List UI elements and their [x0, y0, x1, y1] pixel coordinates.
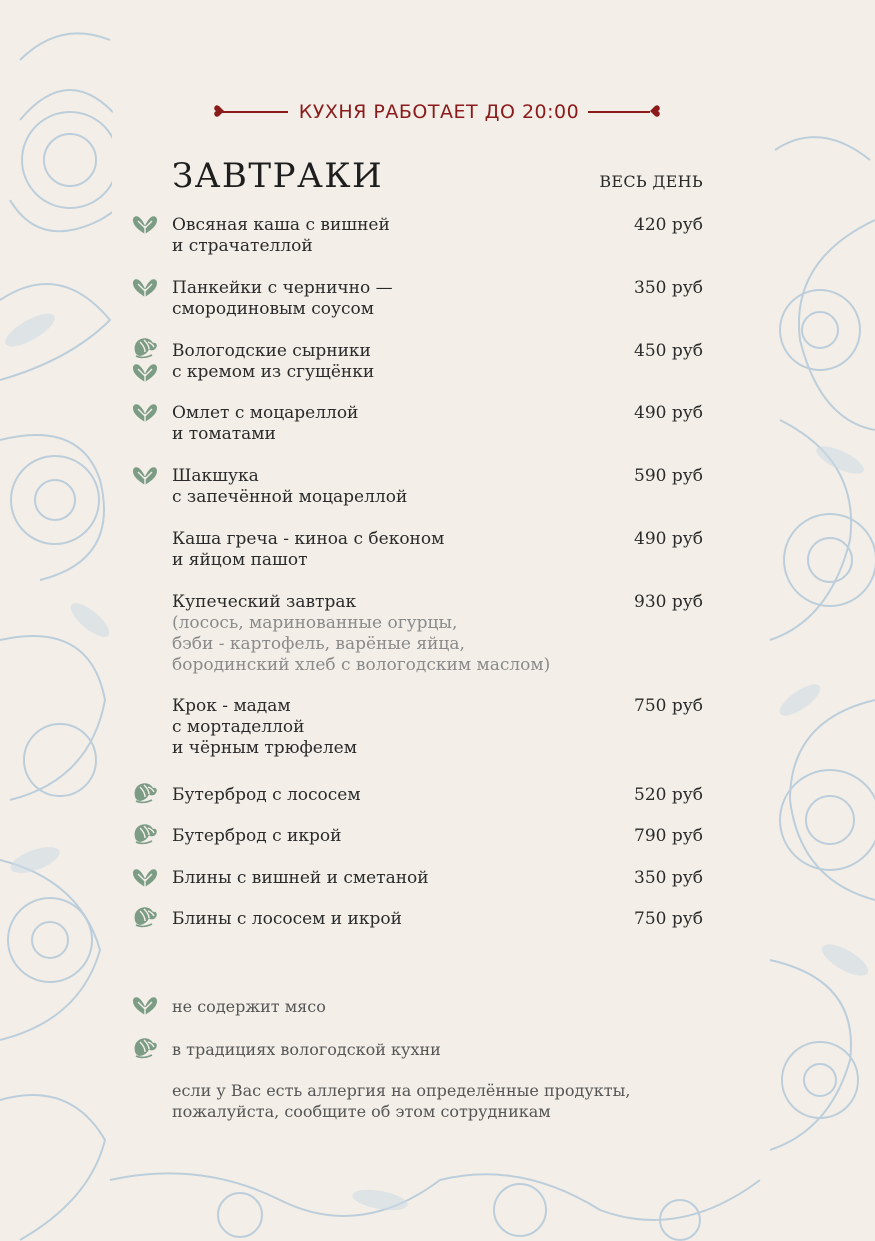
item-price: 350 руб [634, 868, 703, 888]
menu-item [172, 278, 703, 320]
kitchen-hours-banner [0, 100, 875, 124]
item-price: 520 руб [634, 785, 703, 805]
vologda-tradition-icon [130, 820, 160, 846]
menu-item [172, 215, 703, 257]
item-price: 490 руб [634, 529, 703, 549]
vologda-tradition-icon [130, 779, 160, 805]
kitchen-hours-text: КУХНЯ РАБОТАЕТ ДО 20:00 [298, 101, 580, 123]
heart-icon [648, 104, 662, 118]
item-description: (лосось, маринованные огурцы, бэби - картофель, варёные яйца, бородинский хлеб с вологодским маслом) [172, 613, 551, 675]
vegetarian-icon [130, 400, 160, 426]
item-name: Шакшука с запечённой моцареллой [172, 466, 408, 507]
menu-item [172, 529, 703, 571]
item-price: 750 руб [634, 696, 703, 716]
menu-item [172, 868, 703, 889]
vegetarian-icon [130, 212, 160, 238]
item-price: 590 руб [634, 466, 703, 486]
vegetarian-icon [130, 360, 160, 386]
item-price: 750 руб [634, 909, 703, 929]
section-title: ЗАВТРАКИ [172, 156, 384, 196]
item-price: 930 руб [634, 592, 703, 612]
allergy-note: если у Вас есть аллергия на определённые продукты, пожалуйста, сообщите об этом сотрудникам [172, 1081, 631, 1121]
item-name: Бутерброд с лососем [172, 785, 361, 805]
item-name: Овсяная каша с вишней и страчателлой [172, 215, 390, 256]
menu-item [172, 341, 703, 383]
menu-item [172, 785, 703, 806]
item-name: Блины с вишней и сметаной [172, 868, 429, 888]
vegetarian-icon [130, 865, 160, 891]
menu-item [172, 466, 703, 508]
vegetarian-icon [130, 275, 160, 301]
item-name: Крок - мадам с мортаделлой и чёрным трюфелем [172, 696, 357, 758]
item-name: Бутерброд с икрой [172, 826, 342, 846]
item-price: 420 руб [634, 215, 703, 235]
divider-right [588, 111, 650, 113]
item-name: Омлет с моцареллой и томатами [172, 403, 359, 444]
vologda-tradition-icon [130, 334, 160, 360]
vologda-tradition-icon [130, 1034, 160, 1060]
menu-item [172, 403, 703, 445]
section-availability: ВЕСЬ ДЕНЬ [599, 172, 703, 191]
item-price: 350 руб [634, 278, 703, 298]
item-price: 450 руб [634, 341, 703, 361]
item-name: Каша греча - киноа с беконом и яйцом пашот [172, 529, 445, 570]
item-name: Купеческий завтрак [172, 592, 357, 612]
menu-item [172, 696, 703, 759]
divider-left [222, 111, 288, 113]
legend-vologda: в традициях вологодской кухни [172, 1040, 441, 1059]
vegetarian-icon [130, 993, 160, 1019]
item-price: 790 руб [634, 826, 703, 846]
legend-vegetarian: не содержит мясо [172, 997, 326, 1016]
menu-item [172, 909, 703, 930]
item-name: Вологодские сырники с кремом из сгущёнки [172, 341, 375, 382]
vologda-tradition-icon [130, 903, 160, 929]
menu-item [172, 592, 703, 676]
item-name: Блины с лососем и икрой [172, 909, 402, 929]
item-price: 490 руб [634, 403, 703, 423]
vegetarian-icon [130, 463, 160, 489]
menu-item [172, 826, 703, 847]
item-name: Панкейки с чернично — смородиновым соусом [172, 278, 393, 319]
